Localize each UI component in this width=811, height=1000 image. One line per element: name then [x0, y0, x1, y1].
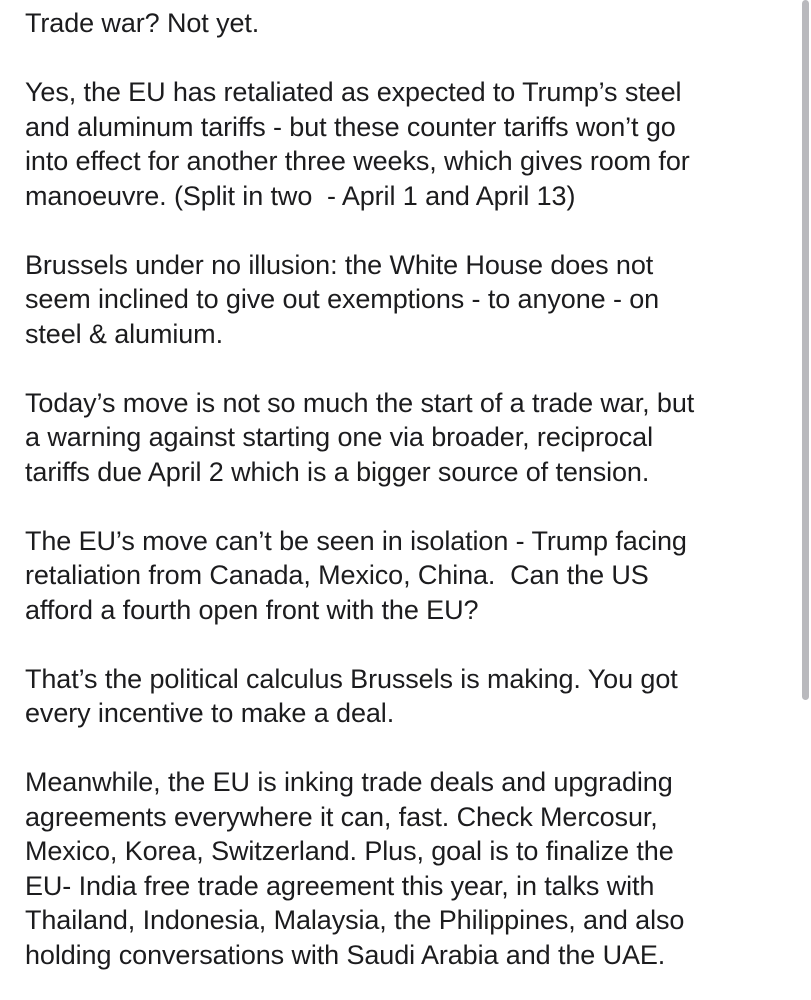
paragraph-eu-isolation: The EU’s move can’t be seen in isolation - Trump facing retaliation from Canada, Mexico, China. Can the US afford a fourth open front with the EU?	[25, 525, 687, 625]
paragraph-eu-retaliation: Yes, the EU has retaliated as expected to Trump’s steel and aluminum tariffs - but these counter tariffs won’t go into effect for another three weeks, which gives room for manoeuvre. (Split in two - April 1 and April 13)	[25, 77, 690, 211]
scrollbar[interactable]	[802, 0, 809, 700]
paragraph-brussels-illusion: Brussels under no illusion: the White House does not seem inclined to give out exemptions - to anyone - on steel & alumium.	[25, 249, 660, 349]
paragraph-todays-move: Today’s move is not so much the start of a trade war, but a warning against starting one via broader, reciprocal tariffs due April 2 which is a bigger source of tension.	[25, 387, 695, 487]
note-body	[25, 6, 795, 972]
paragraph-heading: Trade war? Not yet.	[25, 8, 260, 38]
paragraph-political-calculus: That’s the political calculus Brussels is making. You got every incentive to make a deal.	[25, 663, 678, 728]
paragraph-trade-deals: Meanwhile, the EU is inking trade deals and upgrading agreements everywhere it can, fast. Check Mercosur, Mexico, Korea, Switzerland. Plus, goal is to finalize the EU- India free trade agreement this year, in talks with Thailand, Indonesia, Malaysia, the Philippines, and also holding conversations with Saudi Arabia and the UAE.	[25, 767, 685, 970]
